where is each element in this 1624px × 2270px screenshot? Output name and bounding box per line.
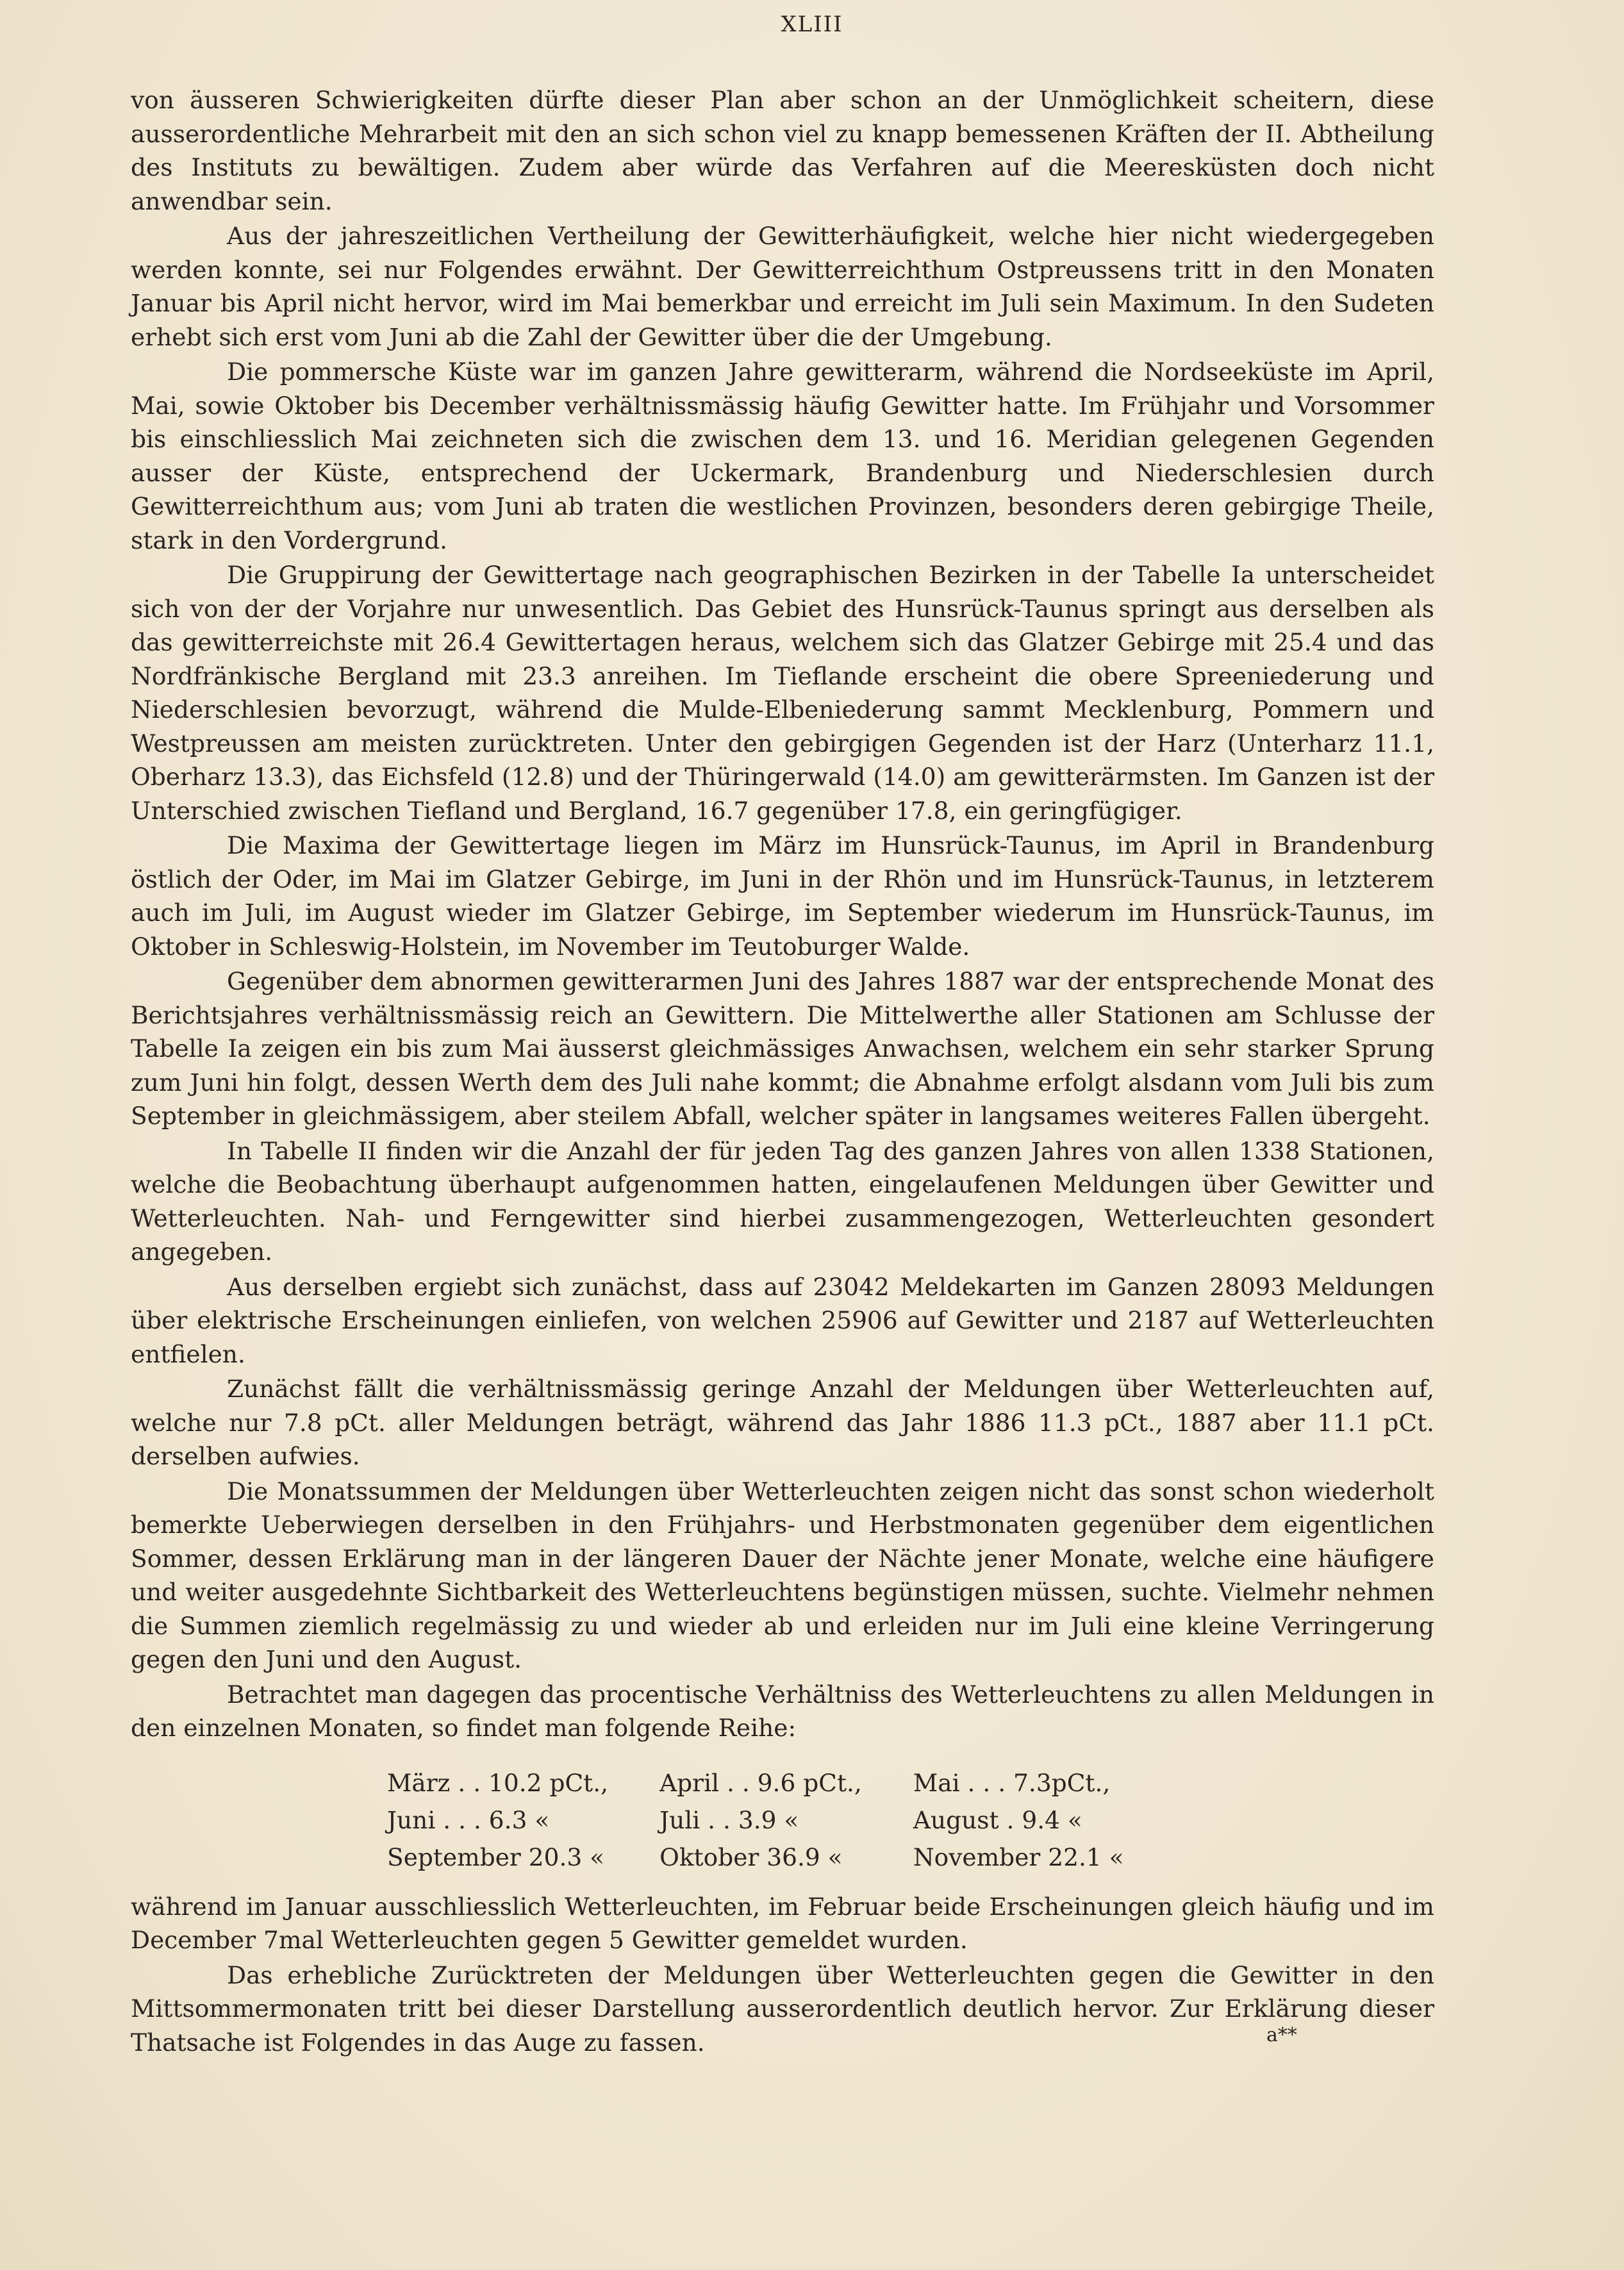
paragraph: Die Monatssummen der Meldungen über Wetterleuchten zeigen nicht das sonst schon wiederholt bemerkte Ueberwiegen derselben in den Frühjahrs- und Herbstmonaten gegenüber dem eigentlichen Sommer, dessen Erklärung man in der längeren Dauer der Nächte jener Monate, welche eine häufigere und weiter ausgedehnte Sichtbarkeit des Wetterleuchtens begünstigen müssen, suchte. Vielmehr nehmen die Summen ziemlich regelmässig zu und wieder ab und erleiden nur im Juli eine kleine Verringerung gegen den Juni und den August. (131, 1477, 1434, 1673)
table-row (387, 1764, 1124, 1802)
table-cell: August . 9.4 « (913, 1805, 1082, 1834)
paragraph: während im Januar ausschliesslich Wetterleuchten, im Februar beide Erscheinungen gleich häufig und im December 7mal Wetterleuchten gegen 5 Gewitter gemeldet wurden. (131, 1892, 1434, 1954)
paragraph: Aus der jahreszeitlichen Vertheilung der Gewitterhäufigkeit, welche hier nicht wiedergegeben werden konnte, sei nur Folgendes erwähnt. Der Gewitterreichthum Ostpreussens tritt in den Monaten Januar bis April nicht hervor, wird im Mai bemerkbar und erreicht im Juli sein Maximum. In den Sudeten erhebt sich erst vom Juni ab die Zahl der Gewitter über die der Umgebung. (131, 222, 1434, 351)
table-cell: September 20.3 « (387, 1843, 605, 1871)
paragraph: Betrachtet man dagegen das procentische Verhältniss des Wetterleuchtens zu allen Meldungen in den einzelnen Monaten, so findet man folgende Reihe: (131, 1680, 1434, 1742)
paragraph: von äusseren Schwierigkeiten dürfte dieser Plan aber schon an der Unmöglichkeit scheitern, diese ausserordentliche Mehrarbeit mit den an sich schon viel zu knapp bemessenen Kräften der II. Abtheilung des Instituts zu bewältigen. Zudem aber würde das Verfahren auf die Meeresküsten doch nicht anwendbar sein. (131, 86, 1434, 215)
table-cell: Juni . . . 6.3 « (387, 1805, 550, 1834)
table-cell: April . . 9.6 pCt., (659, 1768, 862, 1797)
signature-mark: a** (1266, 2024, 1297, 2046)
table-row (387, 1839, 1124, 1876)
page-number: XLIII (781, 12, 843, 37)
table-cell: März . . 10.2 pCt., (387, 1768, 609, 1797)
table-cell: Oktober 36.9 « (659, 1843, 843, 1871)
table-cell: November 22.1 « (913, 1843, 1124, 1871)
table-row (387, 1802, 1124, 1839)
paragraph: Zunächst fällt die verhältnissmässig geringe Anzahl der Meldungen über Wetterleuchten auf, welche nur 7.8 pCt. aller Meldungen beträgt, während das Jahr 1886 11.3 pCt., 1887 aber 11.1 pCt. derselben aufwies. (131, 1375, 1434, 1470)
paragraph: Die Maxima der Gewittertage liegen im März im Hunsrück-Taunus, im April in Brandenburg östlich der Oder, im Mai im Glatzer Gebirge, im Juni in der Rhön und im Hunsrück-Taunus, in letzterem auch im Juli, im August wieder im Glatzer Gebirge, im September wiederum im Hunsrück-Taunus, im Oktober in Schleswig-Holstein, im November im Teutoburger Walde. (131, 831, 1434, 961)
paragraph: Gegenüber dem abnormen gewitterarmen Juni des Jahres 1887 war der entsprechende Monat des Berichtsjahres verhältnissmässig reich an Gewittern. Die Mittelwerthe aller Stationen am Schlusse der Tabelle Ia zeigen ein bis zum Mai äusserst gleichmässiges Anwachsen, welchem ein sehr starker Sprung zum Juni hin folgt, dessen Werth dem des Juli nahe kommt; die Abnahme erfolgt alsdann vom Juli bis zum September in gleichmässigem, aber steilem Abfall, welcher später in langsames weiteres Fallen übergeht. (131, 967, 1434, 1130)
paragraph: Die pommersche Küste war im ganzen Jahre gewitterarm, während die Nordseeküste im April, Mai, sowie Oktober bis December verhältnissmässig häufig Gewitter hatte. Im Frühjahr und Vorsommer bis einschliesslich Mai zeichneten sich die zwischen dem 13. und 16. Meridian gelegenen Gegenden ausser der Küste, entsprechend der Uckermark, Brandenburg und Niederschlesien durch Gewitterreichthum aus; vom Juni ab traten die westlichen Provinzen, besonders deren gebirgige Theile, stark in den Vordergrund. (131, 358, 1434, 554)
paragraph: Die Gruppirung der Gewittertage nach geographischen Bezirken in der Tabelle Ia unterscheidet sich von der der Vorjahre nur unwesentlich. Das Gebiet des Hunsrück-Taunus springt aus derselben als das gewitterreichste mit 26.4 Gewittertagen heraus, welchem sich das Glatzer Gebirge mit 25.4 und das Nordfränkische Bergland mit 23.3 anreihen. Im Tieflande erscheint die obere Spreeniederung und Niederschlesien bevorzugt, während die Mulde-Elbeniederung sammt Mecklenburg, Pommern und Westpreussen am meisten zurücktreten. Unter den gebirgigen Gegenden ist der Harz (Unterharz 11.1, Oberharz 13.3), das Eichsfeld (12.8) und der Thüringerwald (14.0) am gewitterärmsten. Im Ganzen ist der Unterschied zwischen Tiefland und Bergland, 16.7 gegenüber 17.8, ein geringfügiger. (131, 561, 1434, 825)
table-cell: Mai . . . 7.3pCt., (913, 1768, 1111, 1797)
paragraph: Das erhebliche Zurücktreten der Meldungen über Wetterleuchten gegen die Gewitter in den Mittsommermonaten tritt bei dieser Darstellung ausserordentlich deutlich hervor. Zur Erklärung dieser Thatsache ist Folgendes in das Auge zu fassen. (131, 1960, 1434, 2057)
paragraph: Aus derselben ergiebt sich zunächst, dass auf 23042 Meldekarten im Ganzen 28093 Meldungen über elektrische Erscheinungen einliefen, von welchen 25906 auf Gewitter und 2187 auf Wetterleuchten entfielen. (131, 1272, 1434, 1368)
paragraph: In Tabelle II finden wir die Anzahl der für jeden Tag des ganzen Jahres von allen 1338 Stationen, welche die Beobachtung überhaupt aufgenommen hatten, eingelaufenen Meldungen über Gewitter und Wetterleuchten. Nah- und Ferngewitter sind hierbei zusammengezogen, Wetterleuchten gesondert angegeben. (131, 1136, 1434, 1266)
body-text (131, 83, 1434, 2059)
table-cell: Juli . . 3.9 « (659, 1805, 799, 1834)
percent-table (387, 1764, 1124, 1876)
